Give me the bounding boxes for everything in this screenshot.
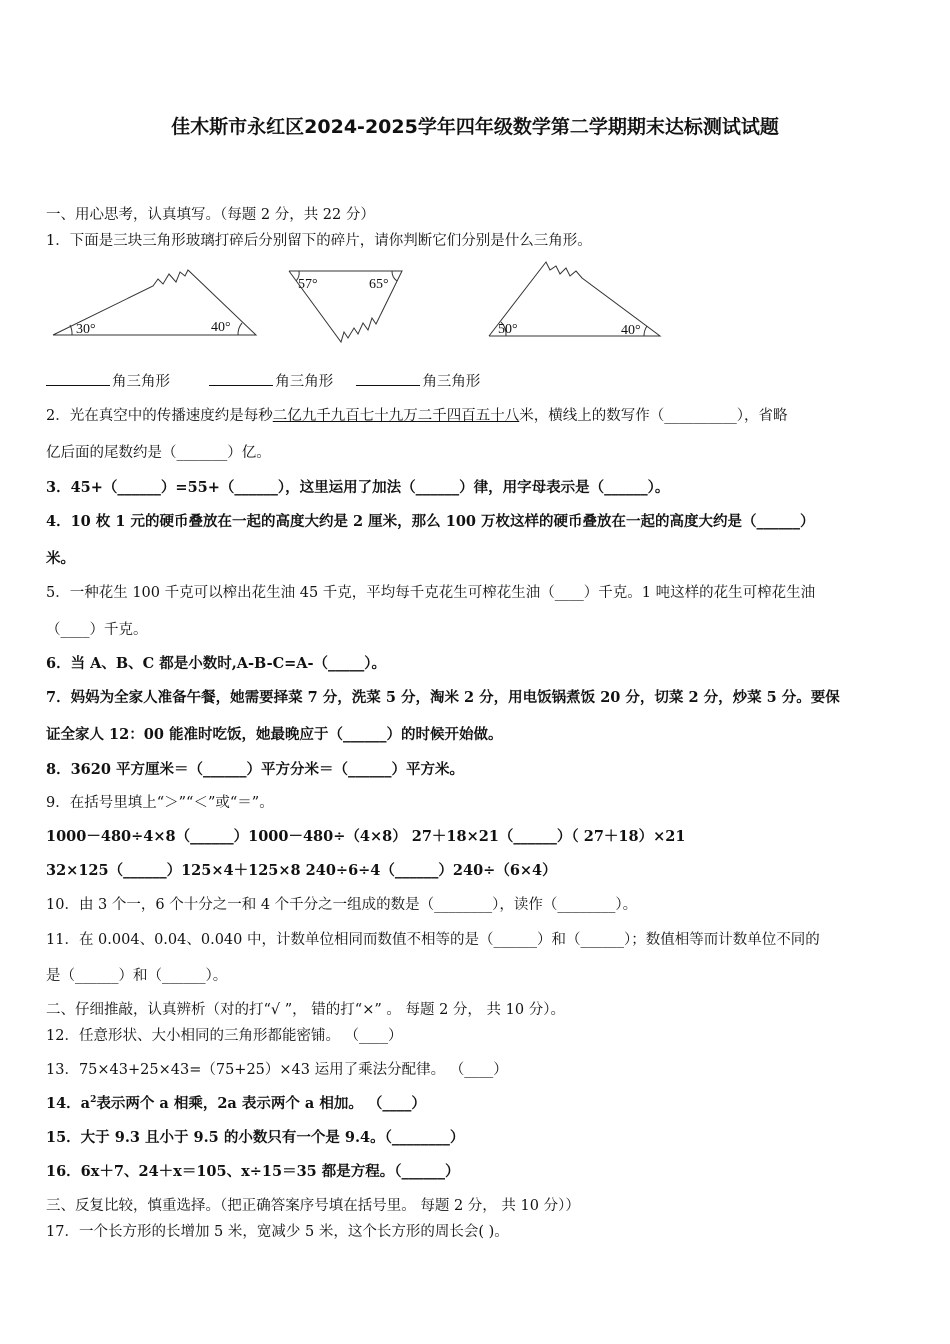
fig3-angle-right: 40° [621,323,641,338]
question-5-line-2: （____）千克。 [46,622,148,638]
fig1-angle-right: 40° [211,320,231,335]
question-6: 6．当 A、B、C 都是小数时,A-B-C=A-（_____）。 [46,655,387,672]
question-9: 9．在括号里填上“＞”“＜”或“＝”。 [46,795,274,811]
underlined-number-words: 二亿九千九百七十九万二千四百五十八 [272,408,520,424]
page-title: 佳木斯市永红区2024-2025学年四年级数学第二学期期末达标测试试题 [171,116,779,138]
triangle-fragment-1 [48,262,263,346]
question-11: 11．在 0.004、0.04、0.040 中，计数单位相同而数值不相等的是（______）和（______）；数值相等而计数单位不同的 [46,932,820,948]
section-2-header: 二、仔细推敲，认真辨析（对的打“√ ”， 错的打“×” 。 每题 2 分， 共 10 分）。 [46,1002,565,1018]
question-3: 3．45+（______）=55+（______），这里运用了加法（______）律，用字母表示是（______）。 [46,479,670,496]
question-15: 15．大于 9.3 且小于 9.5 的小数只有一个是 9.4。（________） [46,1129,465,1146]
question-4-line-2: 米。 [46,550,75,567]
fig1-angle-left: 30° [76,322,96,337]
question-9-row-1: 1000－480÷4×8（______）1000－480÷（4×8） 27＋18×21（______）（ 27＋18）×21 [46,828,686,845]
question-10: 10．由 3 个一，6 个十分之一和 4 个千分之一组成的数是（________），读作（________）。 [46,897,638,913]
question-12: 12．任意形状、大小相同的三角形都能密铺。 （____） [46,1028,403,1044]
question-17: 17．一个长方形的长增加 5 米，宽减少 5 米，这个长方形的周长会( )。 [46,1224,509,1240]
question-2-line-2: 亿后面的尾数约是（_______）亿。 [46,445,271,461]
question-7-line-2: 证全家人 12：00 能准时吃饭，她最晚应于（______）的时候开始做。 [46,726,503,743]
triangle-fragment-2 [284,266,409,350]
triangle-fragment-3 [484,256,669,346]
section-3-header: 三、反复比较，慎重选择。（把正确答案序号填在括号里。 每题 2 分， 共 10 分）） [46,1198,580,1214]
answer-blank-1[interactable] [46,373,110,386]
question-11-line-2: 是（______）和（______）。 [46,968,228,984]
question-8: 8．3620 平方厘米＝（______）平方分米＝（______）平方米。 [46,761,464,778]
answer-blank-3[interactable] [356,373,420,386]
answer-blank-2[interactable] [209,373,273,386]
question-16: 16．6x＋7、24＋x＝105、x÷15＝35 都是方程。（______） [46,1163,460,1180]
question-4: 4．10 枚 1 元的硬币叠放在一起的高度大约是 2 厘米，那么 100 万枚这样的硬币叠放在一起的高度大约是（______） [46,513,815,530]
fig2-angle-left: 57° [298,277,318,292]
question-13: 13．75×43+25×43=（75+25）×43 运用了乘法分配律。 （____） [46,1062,508,1078]
question-7: 7．妈妈为全家人准备午餐，她需要择菜 7 分，洗菜 5 分，淘米 2 分，用电饭锅煮饭 20 分，切菜 2 分，炒菜 5 分。要保 [46,689,840,706]
question-14: 14．$a^2$表示两个 a 相乘，2a 表示两个 a 相加。 （____） [46,1095,426,1112]
question-5: 5．一种花生 100 千克可以榨出花生油 45 千克，平均每千克花生可榨花生油（____）千克。1 吨这样的花生可榨花生油 [46,585,816,601]
fig3-angle-left: 50° [498,322,518,337]
question-2: 2．光在真空中的传播速度约是每秒二亿九千九百七十九万二千四百五十八米，横线上的数写作（__________），省略 [46,408,788,424]
question-1-answers: 角三角形 角三角形 角三角形 [46,370,912,391]
question-9-row-2: 32×125（______）125×4＋125×8 240÷6÷4（______）240÷（6×4） [46,862,557,879]
question-1: 1．下面是三块三角形玻璃打碎后分别留下的碎片，请你判断它们分别是什么三角形。 [46,233,592,249]
fig2-angle-right: 65° [369,277,389,292]
section-1-header: 一、用心思考，认真填写。（每题 2 分，共 22 分） [46,207,375,223]
